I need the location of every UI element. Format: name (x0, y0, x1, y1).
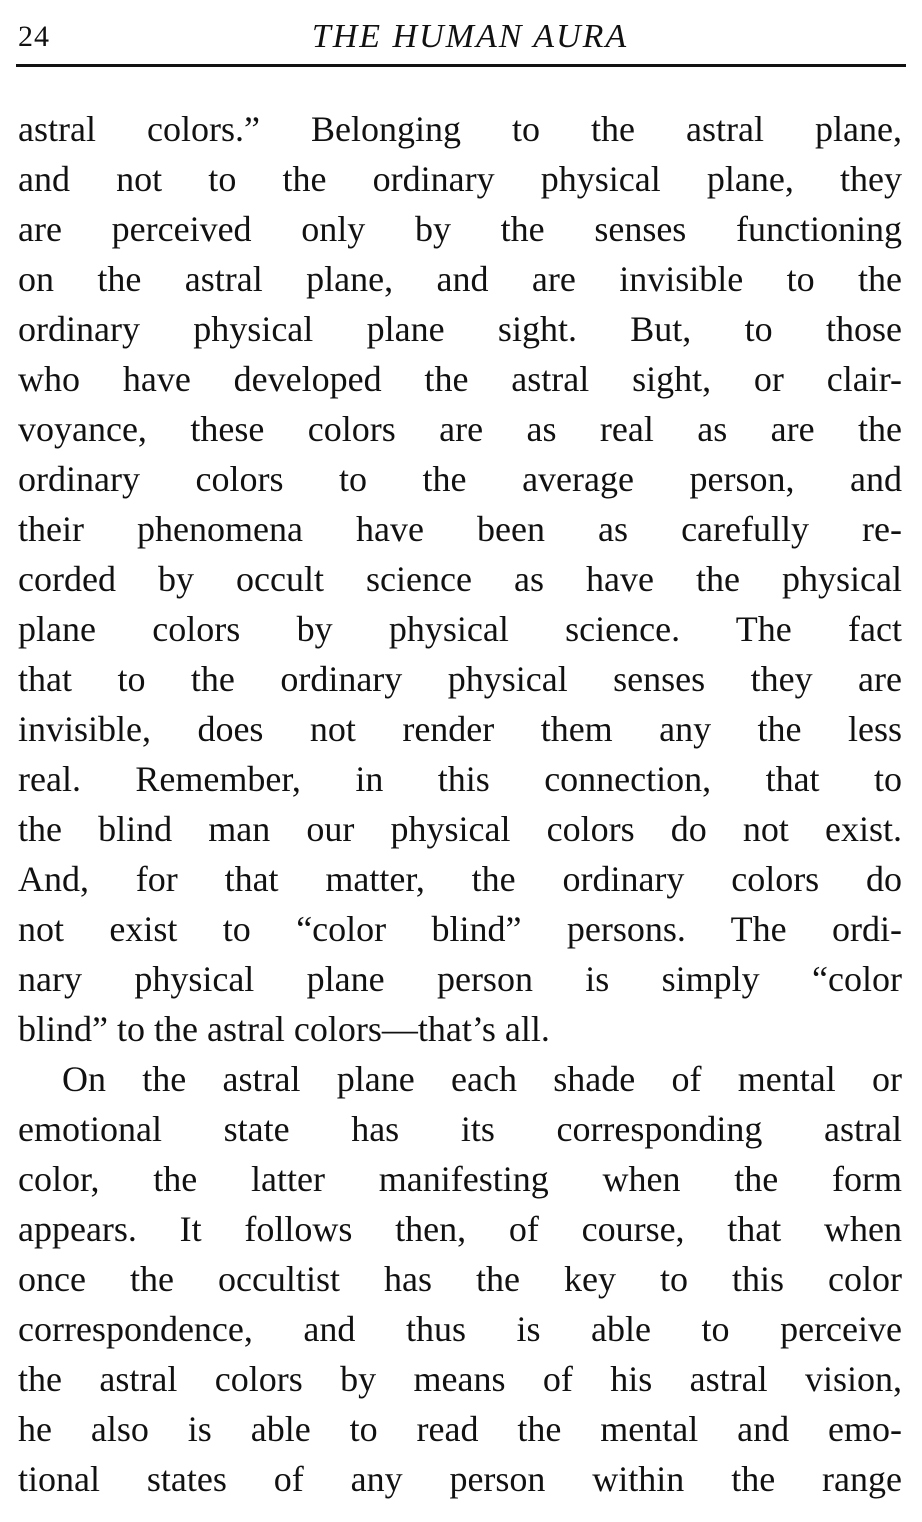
text-line: the blind man our physical colors do not exist. (18, 809, 902, 849)
text-line: not exist to “color blind” persons. The ordi- (18, 909, 902, 949)
text-line: plane colors by physical science. The fact (18, 609, 902, 649)
text-line: emotional state has its corresponding astral (18, 1109, 902, 1149)
text-line: voyance, these colors are as real as are the (18, 409, 902, 449)
text-line: nary physical plane person is simply “color (18, 959, 902, 999)
header-rule (16, 64, 906, 67)
text-line: On the astral plane each shade of mental or (62, 1059, 902, 1099)
text-line: blind” to the astral colors—that’s all. (18, 1009, 550, 1049)
text-line: appears. It follows then, of course, that when (18, 1209, 902, 1249)
text-line: ordinary physical plane sight. But, to those (18, 309, 902, 349)
text-line: he also is able to read the mental and emo- (18, 1409, 902, 1449)
text-line: that to the ordinary physical senses they are (18, 659, 902, 699)
body-text (18, 104, 902, 1504)
text-line: who have developed the astral sight, or clair- (18, 359, 902, 399)
text-line: tional states of any person within the range (18, 1459, 902, 1499)
text-line: astral colors.” Belonging to the astral plane, (18, 109, 902, 149)
text-line: color, the latter manifesting when the form (18, 1159, 902, 1199)
text-line: ordinary colors to the average person, and (18, 459, 902, 499)
paragraph-2 (18, 1054, 902, 1504)
text-line: once the occultist has the key to this color (18, 1259, 902, 1299)
page-number: 24 (18, 20, 50, 53)
text-line: corded by occult science as have the physical (18, 559, 902, 599)
text-line: And, for that matter, the ordinary colors do (18, 859, 902, 899)
text-line: the astral colors by means of his astral vision, (18, 1359, 902, 1399)
running-title: THE HUMAN AURA (311, 18, 629, 55)
text-line: their phenomena have been as carefully re- (18, 509, 902, 549)
text-line: real. Remember, in this connection, that to (18, 759, 902, 799)
text-line: on the astral plane, and are invisible to the (18, 259, 902, 299)
page-header (18, 14, 904, 66)
text-line: correspondence, and thus is able to perceive (18, 1309, 902, 1349)
text-line: and not to the ordinary physical plane, they (18, 159, 902, 199)
text-line: invisible, does not render them any the less (18, 709, 902, 749)
paragraph-1 (18, 104, 902, 1054)
text-line: are perceived only by the senses functioning (18, 209, 902, 249)
